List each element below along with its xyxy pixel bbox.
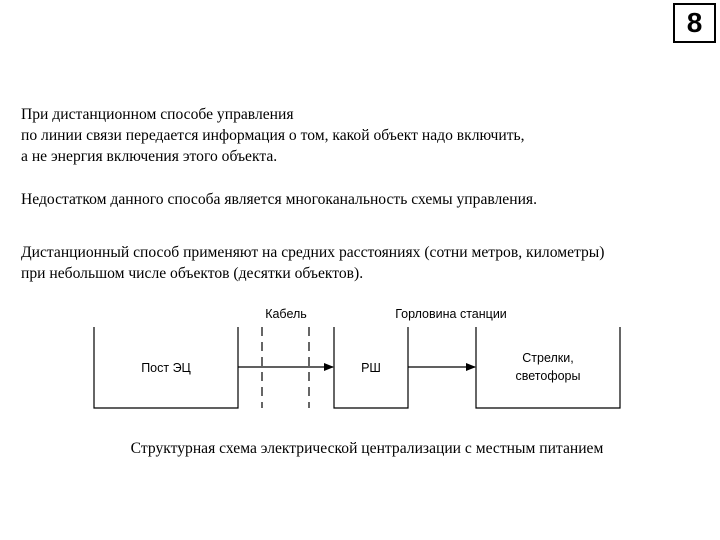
station-neck-label: Горловина станции	[395, 307, 507, 321]
switches-signals-block	[476, 327, 620, 408]
post-ec-label: Пост ЭЦ	[141, 361, 191, 375]
diagram-caption: Структурная схема электрической централизации с местным питанием	[130, 440, 604, 457]
paragraph-line: Недостатком данного способа является многоканальность схемы управления.	[21, 191, 537, 208]
rsh-label: РШ	[361, 361, 381, 375]
paragraph-line: а не энергия включения этого объекта.	[21, 148, 278, 165]
switches-label-line2: светофоры	[515, 369, 581, 383]
paragraph-line: по линии связи передается информация о том, какой объект надо включить,	[21, 127, 525, 144]
cable-label: Кабель	[265, 307, 307, 321]
slide-number: 8	[686, 7, 703, 38]
paragraph-line: При дистанционном способе управления	[21, 106, 294, 123]
switches-label-line1: Стрелки,	[522, 351, 574, 365]
paragraph-line: Дистанционный способ применяют на средних расстояниях (сотни метров, километры)	[21, 244, 605, 261]
paragraph-line: при небольшом числе объектов (десятки объектов).	[21, 265, 364, 282]
